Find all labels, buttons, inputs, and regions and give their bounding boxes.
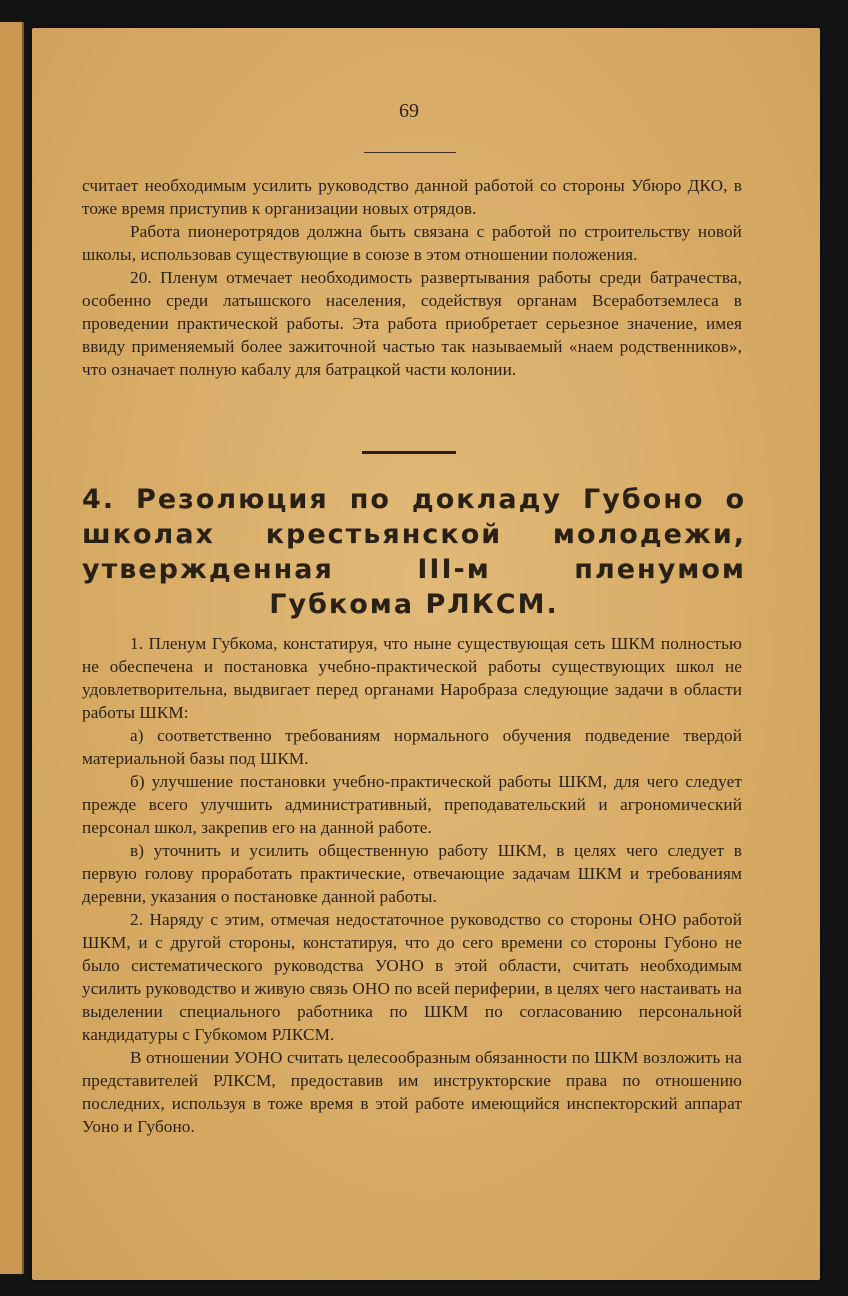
previous-page-edge xyxy=(0,22,24,1274)
paragraph: считает необходимым усилить руководство данной работой со стороны Убюро ДКО, в тоже время приступив к организации новых отрядов. xyxy=(82,176,742,218)
top-text-block xyxy=(82,174,742,381)
section-heading: 4. Резолюция по докладу Губоно о школах крестьянской молодежи, утвержденная III-м пленумом Губкома РЛКСМ. xyxy=(82,484,746,620)
page-number: 69 xyxy=(399,100,419,122)
paragraph: Работа пионеротрядов должна быть связана с работой по строительству новой школы, использовав существующие в союзе в этом отношении положения. xyxy=(82,222,742,264)
body-text-block xyxy=(82,632,742,1138)
paragraph: а) соответственно требованиям нормального обучения подведение твердой материальной базы под ШКМ. xyxy=(82,726,742,768)
paragraph: в) уточнить и усилить общественную работу ШКМ, в целях чего следует в первую голову проработать практические, отвечающие задачам ШКМ и требованиям деревни, указания о постановке данной работы. xyxy=(82,841,742,906)
paragraph: В отношении УОНО считать целесообразным обязанности по ШКМ возложить на представителей РЛКСМ, предоставив им инструкторские права по отношению последних, используя в тоже время в этой работе имеющийся инспекторский аппарат Уоно и Губоно. xyxy=(82,1048,742,1136)
section-divider xyxy=(362,451,456,454)
paragraph: 2. Наряду с этим, отмечая недостаточное руководство со стороны ОНО работой ШКМ, и с другой стороны, констатируя, что до сего времени со стороны Губоно не было систематического руководства УОНО в этой области, считать необходимым усилить руководство и живую связь ОНО по всей периферии, в целях чего настаивать на выделении специального работника по ШКМ по согласованию персональной кандидатуры с Губкомом РЛКСМ. xyxy=(82,910,742,1044)
paragraph: 1. Пленум Губкома, констатируя, что ныне существующая сеть ШКМ полностью не обеспечена и постановка учебно-практической работы существующих школ не удовлетворительна, выдвигает перед органами Наробраза следующие задачи в области работы ШКМ: xyxy=(82,634,742,722)
paragraph: 20. Пленум отмечает необходимость развертывания работы среди батрачества, особенно среди латышского населения, содействуя органам Всеработземлеса в проведении практической работы. Эта работа приобретает серьезное значение, имея ввиду применяемый более зажиточной частью так называемый «наем родственников», что означает полную кабалу для батрацкой части колонии. xyxy=(82,268,742,379)
paragraph: б) улучшение постановки учебно-практической работы ШКМ, для чего следует прежде всего улучшить административный, преподавательский и агрономический персонал школ, закрепив его на данной работе. xyxy=(82,772,742,837)
page-number-rule xyxy=(364,152,456,153)
